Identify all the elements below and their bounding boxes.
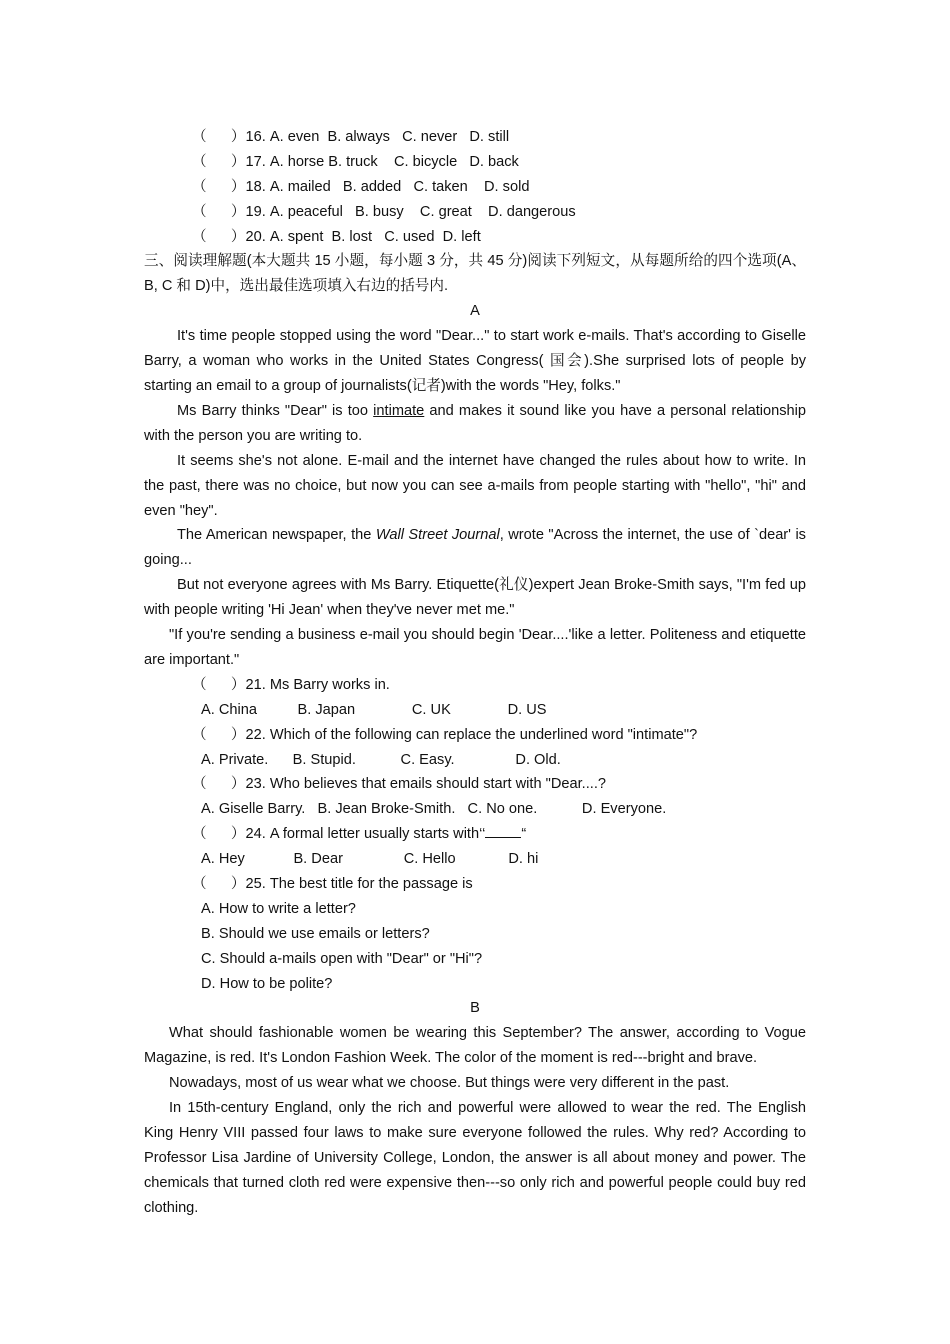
question-text: “: [521, 826, 527, 843]
exam-page: [144, 125, 806, 1221]
question-24: [144, 822, 806, 847]
question-19: （ ）19. A. peaceful B. busy C. great D. dangerous: [192, 203, 576, 220]
question-23-options: A. Giselle Barry. B. Jean Broke-Smith. C. No one. D. Everyone.: [201, 801, 667, 818]
passage-a-paragraph-1: It's time people stopped using the word "Dear..." to start work e-mails. That's according to Giselle Barry, a woman who works in the United States Congress( 国会).She surprised lots of people by starting an email to a group of journalists(记者)with the words "Hey, folks.": [144, 328, 806, 394]
passage-b-paragraph-1: What should fashionable women be wearing this September? The answer, according to Vogue Magazine, is red. It's London Fashion Week. The color of the moment is red---bright and brave.: [144, 1025, 806, 1067]
question-text: （ ）24. A formal letter usually starts with‘‘: [192, 826, 486, 843]
question-18: （ ）18. A. mailed B. added C. taken D. sold: [192, 178, 530, 195]
question-23: （ ）23. Who believes that emails should start with "Dear....?: [192, 776, 606, 793]
passage-a-paragraph-2: [144, 399, 806, 449]
passage-a-paragraph-4: [144, 523, 806, 573]
question-25: （ ）25. The best title for the passage is: [192, 875, 473, 892]
passage-a-paragraph-3: It seems she's not alone. E-mail and the internet have changed the rules about how to write. In the past, there was no choice, but now you can see a-mails from people starting with "hello", "hi" and even "hey".: [144, 452, 806, 519]
passage-b-paragraph-3: In 15th-century England, only the rich and powerful were allowed to wear the red. The English King Henry VIII passed four laws to make sure everyone followed the rules. Why red? According to Professor Lisa Jardine of University College, London, the answer is all about money and power. The chemicals that turned cloth red were expensive then---so only rich and powerful people could buy red clothing.: [144, 1100, 806, 1216]
question-25-option-d: D. How to be polite?: [201, 975, 333, 992]
passage-a-paragraph-5: But not everyone agrees with Ms Barry. Etiquette(礼仪)expert Jean Broke-Smith says, "I'm fed up with people writing 'Hi Jean' when they've never met me.": [144, 577, 806, 619]
question-21-options: A. China B. Japan C. UK D. US: [201, 701, 547, 718]
passage-a-label: A: [470, 303, 480, 320]
question-20: （ ）20. A. spent B. lost C. used D. left: [192, 228, 481, 245]
newspaper-name: Wall Street Journal: [375, 527, 500, 544]
answer-blank: [485, 823, 521, 838]
underlined-word: intimate: [373, 402, 425, 419]
question-25-option-c: C. Should a-mails open with "Dear" or "Hi"?: [201, 950, 483, 967]
question-24-options: A. Hey B. Dear C. Hello D. hi: [201, 851, 539, 868]
question-17: （ ）17. A. horse B. truck C. bicycle D. back: [192, 153, 519, 170]
question-16: （ ）16. A. even B. always C. never D. still: [192, 129, 510, 145]
paragraph-text: Ms Barry thinks "Dear" is too: [177, 402, 374, 419]
question-22-options: A. Private. B. Stupid. C. Easy. D. Old.: [201, 751, 561, 768]
paragraph-text: , wrote "Across the internet, the use of `dear' is going...: [144, 527, 806, 569]
passage-b-paragraph-2: Nowadays, most of us wear what we choose. But things were very different in the past.: [169, 1075, 730, 1092]
section-3-intro: 三、阅读理解题(本大题共 15 小题，每小题 3 分，共 45 分)阅读下列短文，从每题所给的四个选项(A、B, C 和 D)中，选出最佳选项填入右边的括号内.: [144, 253, 806, 295]
passage-a-paragraph-6: "If you're sending a business e-mail you should begin 'Dear....'like a letter. Politeness and etiquette are important.": [144, 627, 806, 668]
question-25-option-a: A. How to write a letter?: [201, 900, 356, 917]
passage-b-label: B: [470, 1000, 480, 1017]
question-25-option-b: B. Should we use emails or letters?: [201, 925, 430, 942]
paragraph-text: The American newspaper, the: [177, 527, 376, 544]
question-22: （ ）22. Which of the following can replace the underlined word "intimate"?: [192, 726, 698, 743]
question-21: （ ）21. Ms Barry works in.: [192, 676, 390, 693]
paragraph-text: and makes it sound like you have a personal relationship with the person you are writing to.: [144, 402, 806, 444]
